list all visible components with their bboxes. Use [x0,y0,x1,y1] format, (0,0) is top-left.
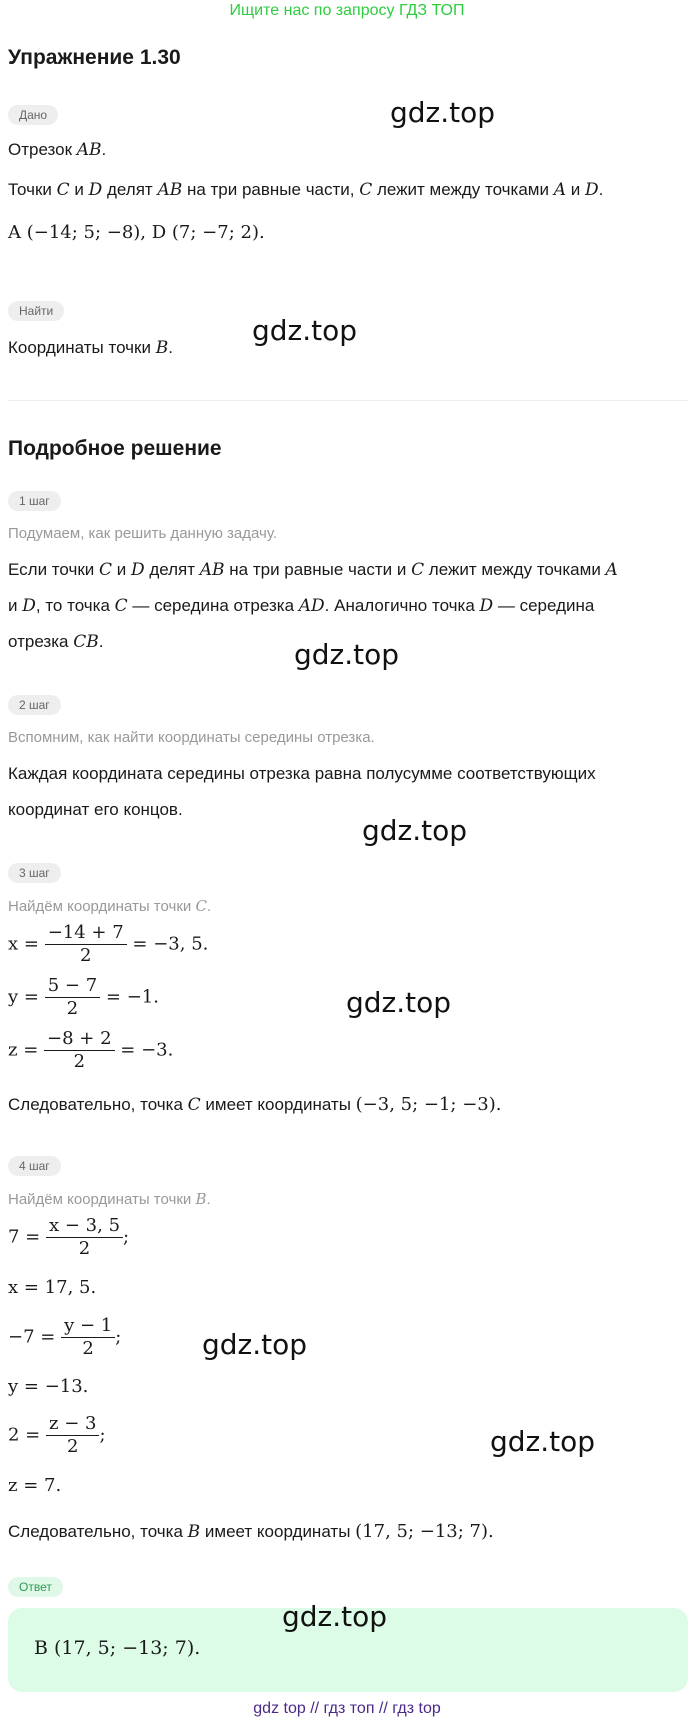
given-coordinates: A (−14; 5; −8), D (7; −7; 2). [8,222,265,243]
given-line-1: Отрезок AB. [8,140,107,160]
watermark: gdz.top [346,986,452,1019]
given-line-2: Точки C и D делят AB на три равные части, C лежит между точками A и D. [8,180,604,200]
step-3-hint: Найдём координаты точки C. [8,897,212,915]
watermark: gdz.top [362,814,468,847]
watermark: gdz.top [252,314,358,347]
solution-title: Подробное решение [8,437,222,460]
step-2-badge: 2 шаг [8,695,61,715]
step-1-badge: 1 шаг [8,491,61,511]
step-3-eq-y: y = $\frac{5 - 7}{2}$ = −1. [8,975,159,1019]
step-1-line-3: отрезка CB. [8,632,104,652]
step-4-eq-6: z = 7. [8,1475,62,1496]
page-title: Упражнение 1.30 [8,46,181,69]
watermark: gdz.top [390,96,496,129]
step-3-conclusion: Следовательно, точка C имеет координаты (−3, 5; −1; −3). [8,1094,502,1115]
step-4-eq-4: y = −13. [8,1376,89,1397]
step-2-line-2: координат его концов. [8,800,183,819]
given-badge: Дано [8,105,58,125]
answer-text: B (17, 5; −13; 7). [34,1637,201,1659]
step-4-eq-1: 7 = $\frac{x - 3, 5}{2}$ ; [8,1215,130,1259]
step-4-eq-5: 2 = $\frac{z - 3}{2}$ ; [8,1413,106,1457]
step-3-eq-z: z = $\frac{-8 + 2}{2}$ = −3. [8,1028,174,1072]
watermark: gdz.top [294,638,400,671]
step-2-line-1: Каждая координата середины отрезка равна полусумме соответствующих [8,764,596,783]
step-3-badge: 3 шаг [8,863,61,883]
step-4-eq-2: x = 17, 5. [8,1277,97,1298]
find-text: Координаты точки B. [8,338,173,358]
divider [8,400,688,401]
top-banner: Ищите нас по запросу ГДЗ ТОП [229,2,465,19]
step-4-badge: 4 шаг [8,1156,61,1176]
step-1-hint: Подумаем, как решить данную задачу. [8,525,277,542]
step-4-hint: Найдём координаты точки B. [8,1190,211,1208]
watermark: gdz.top [202,1328,308,1361]
step-4-eq-3: −7 = $\frac{y - 1}{2}$ ; [8,1315,122,1359]
step-1-line-1: Если точки C и D делят AB на три равные части и C лежит между точками A [8,560,618,580]
footer-links[interactable]: gdz top // гдз топ // гдз top [253,1700,441,1717]
find-badge: Найти [8,301,64,321]
step-4-conclusion: Следовательно, точка B имеет координаты (17, 5; −13; 7). [8,1521,494,1542]
step-1-line-2: и D, то точка C — середина отрезка AD. Аналогично точка D — середина [8,596,595,616]
step-2-hint: Вспомним, как найти координаты середины отрезка. [8,729,375,746]
watermark: gdz.top [490,1425,596,1458]
step-3-eq-x: x = $\frac{-14 + 7}{2}$ = −3, 5. [8,922,209,966]
watermark: gdz.top [282,1600,388,1633]
answer-badge: Ответ [8,1577,63,1597]
